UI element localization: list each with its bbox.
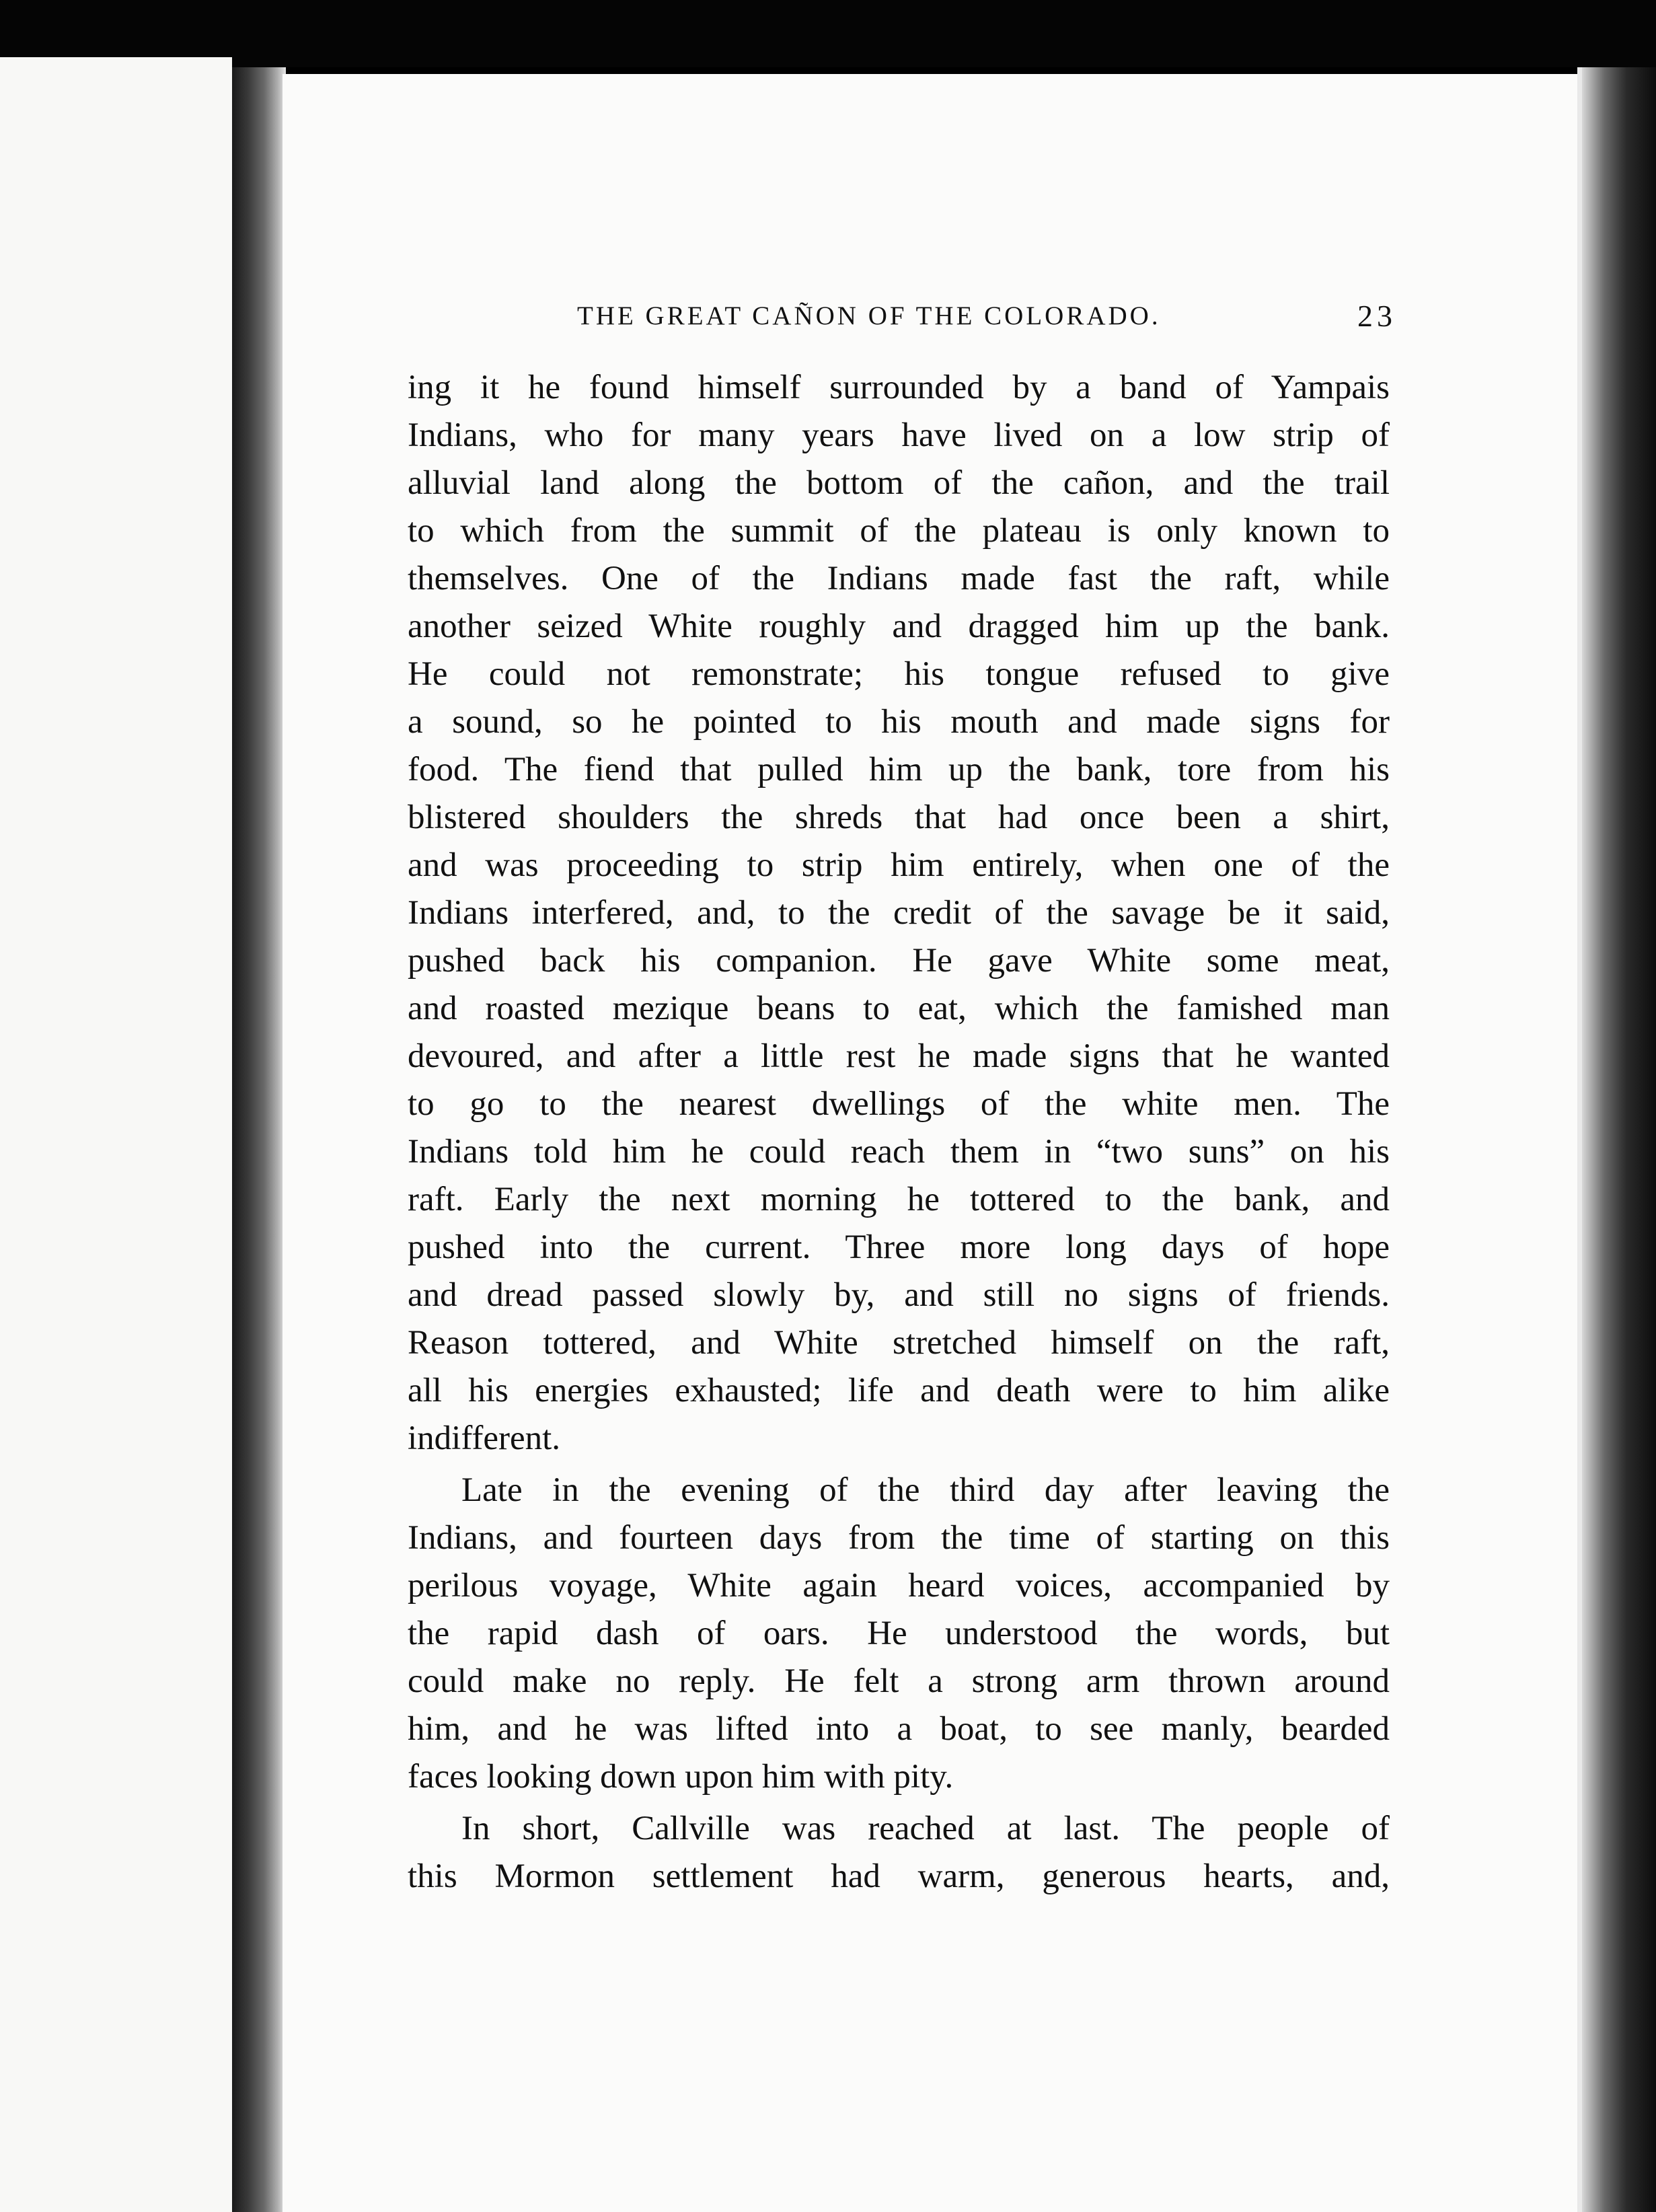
top-dark-band [0,0,1656,67]
body-line: Late in the evening of the third day after leaving the [461,1471,1390,1509]
body-line: Indians told him he could reach them in “two suns” on his [408,1133,1390,1171]
body-line: devoured, and after a little rest he made signs that he wanted [408,1037,1390,1075]
body-line: ing it he found himself surrounded by a band of Yampais [408,369,1390,406]
body-line: Indians, who for many years have lived on a low strip of [408,416,1390,454]
body-line: this Mormon settlement had warm, generous hearts, and, [408,1857,1390,1895]
body-line: perilous voyage, White again heard voices, accompanied by [408,1567,1390,1605]
page-number: 23 [1357,299,1396,333]
body-line: indifferent. [408,1420,561,1457]
body-line: to go to the nearest dwellings of the white men. The [408,1085,1390,1123]
body-line: raft. Early the next morning he tottered to the bank, and [408,1181,1390,1218]
body-line: Indians, and fourteen days from the time of starting on this [408,1519,1390,1557]
body-line: a sound, so he pointed to his mouth and made signs for [408,703,1390,741]
body-line: pushed into the current. Three more long days of hope [408,1228,1390,1266]
body-line: In short, Callville was reached at last. The people of [461,1810,1390,1847]
body-line: could make no reply. He felt a strong arm thrown around [408,1662,1390,1700]
body-line: him, and he was lifted into a boat, to see manly, bearded [408,1710,1390,1748]
body-line: and roasted mezique beans to eat, which the famished man [408,990,1390,1027]
body-line: pushed back his companion. He gave White some meat, [408,942,1390,980]
left-facing-page [0,57,232,2212]
page-edge-shadow [1582,67,1656,2212]
body-line: all his energies exhausted; life and death were to him alike [408,1372,1390,1409]
body-line: to which from the summit of the plateau is only known to [408,512,1390,550]
body-line: blistered shoulders the shreds that had once been a shirt, [408,799,1390,836]
body-line: and dread passed slowly by, and still no signs of friends. [408,1276,1390,1314]
body-line: the rapid dash of oars. He understood the words, but [408,1615,1390,1652]
body-line: faces looking down upon him with pity. [408,1758,954,1796]
book-gutter [232,67,286,2212]
body-line: and was proceeding to strip him entirely, when one of the [408,846,1390,884]
body-line: alluvial land along the bottom of the cañon, and the trail [408,464,1390,502]
body-line: another seized White roughly and dragged him up the bank. [408,607,1390,645]
running-head: THE GREAT CAÑON OF THE COLORADO. [577,301,1161,330]
body-line: Reason tottered, and White stretched himself on the raft, [408,1324,1390,1362]
body-line: food. The fiend that pulled him up the bank, tore from his [408,751,1390,788]
body-line: Indians interfered, and, to the credit of the savage be it said, [408,894,1390,932]
body-line: themselves. One of the Indians made fast the raft, while [408,560,1390,597]
body-line: He could not remonstrate; his tongue refused to give [408,655,1390,693]
